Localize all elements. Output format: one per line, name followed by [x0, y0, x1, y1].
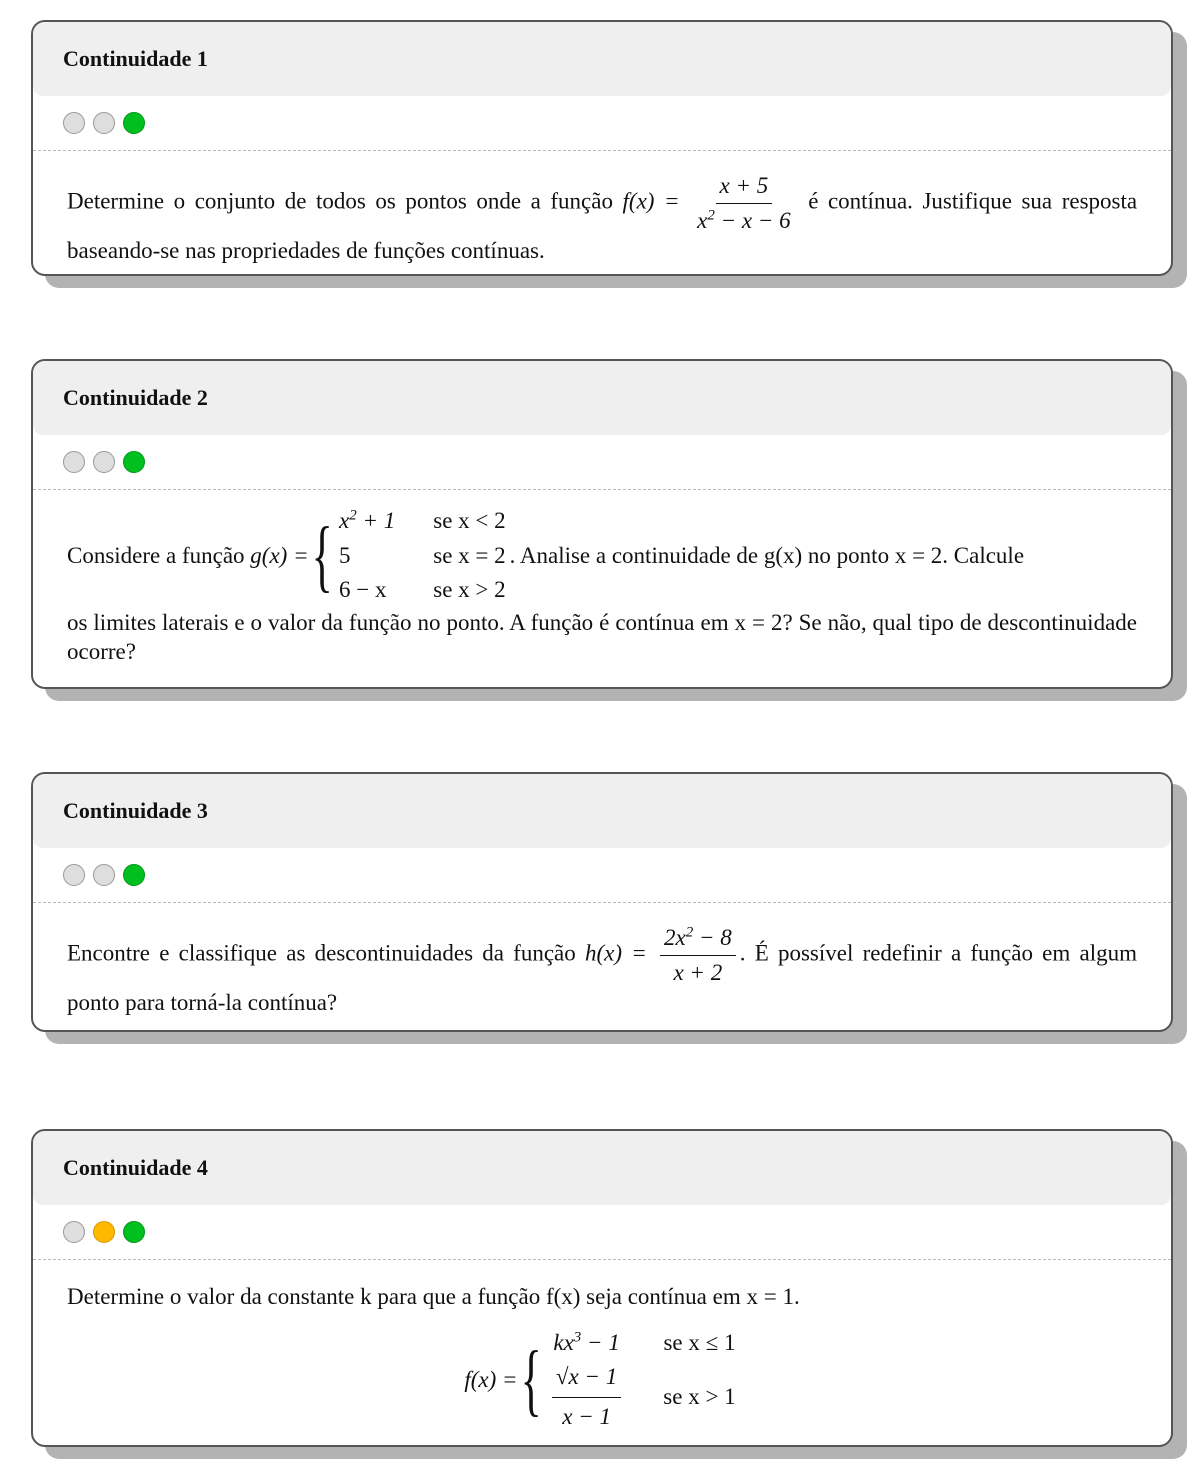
card-header — [33, 774, 1171, 848]
statement-text: os limites laterais e o valor da função no ponto. A função é contínua em x = 2? Se não, qual tipo de descontinuidade ocorre? — [67, 609, 1137, 665]
statement-text: Considere a função — [67, 542, 245, 568]
case-row: $\frac{√x - 1}{x - 1}$ se x > 1 — [544, 1360, 740, 1434]
card-title: Continuidade 4 — [63, 1155, 208, 1180]
status-dot-green-icon — [123, 864, 145, 886]
display-equation — [67, 1326, 1137, 1435]
function-lhs: g(x) = — [250, 542, 309, 568]
statement-text: . Analise a continuidade de g(x) no ponto x = 2. Calcule — [509, 542, 1025, 568]
exercise-card-4 — [31, 1129, 1173, 1447]
difficulty-indicator — [33, 96, 1171, 151]
status-dot-gray-icon — [93, 112, 115, 134]
status-dot-gray-icon — [63, 451, 85, 473]
card-title: Continuidade 1 — [63, 46, 208, 71]
fraction-numerator: x + 5 — [716, 171, 773, 204]
card-header — [33, 361, 1171, 435]
fraction-denominator: x − 1 — [562, 1403, 611, 1429]
case-row: 6 − x se x > 2 — [339, 577, 506, 602]
statement-text: Encontre e classifique as descontinuidades da função — [67, 940, 576, 966]
difficulty-indicator — [33, 435, 1171, 490]
status-dot-gray-icon — [63, 864, 85, 886]
left-brace: { — [311, 511, 333, 600]
statement-text: Determine o conjunto de todos os pontos onde a função — [67, 188, 613, 214]
status-dot-gray-icon — [93, 451, 115, 473]
fraction-denominator: x + 2 — [673, 959, 723, 985]
fraction-numerator: $2x^2 - 8$ — [660, 923, 736, 956]
fraction — [660, 923, 736, 988]
statement-text: é contínua. Justifique sua resposta baseando-se nas propriedades de funções contínuas. — [67, 188, 1138, 263]
case-row: $x^2 + 1$ se x < 2 — [339, 507, 506, 533]
statement-text: Determine o valor da constante k para que a função f(x) seja contínua em x = 1. — [67, 1284, 800, 1309]
status-dot-gray-icon — [63, 112, 85, 134]
exercise-statement — [33, 903, 1171, 1034]
card-header — [33, 22, 1171, 96]
statement-text: . É possível redefinir a função em algum ponto para torná-la contínua? — [67, 940, 1137, 1015]
case-row: 5 se x = 2 — [339, 542, 506, 568]
exercise-card-1 — [31, 20, 1173, 276]
piecewise-cases — [544, 1326, 740, 1435]
exercise-card-3 — [31, 772, 1173, 1032]
fraction-denominator: $x^2 - x - 6$ — [697, 207, 791, 233]
status-dot-green-icon — [123, 1221, 145, 1243]
exercise-statement — [33, 490, 1171, 683]
card-header — [33, 1131, 1171, 1205]
fraction-numerator: √x − 1 — [552, 1360, 621, 1398]
difficulty-indicator — [33, 1205, 1171, 1260]
fraction — [693, 171, 794, 236]
status-dot-green-icon — [123, 112, 145, 134]
left-brace: { — [520, 1336, 542, 1425]
function-lhs: h(x) = — [584, 940, 647, 966]
status-dot-green-icon — [123, 451, 145, 473]
status-dot-orange-icon — [93, 1221, 115, 1243]
case-row: $kx^3 - 1$ se x ≤ 1 — [553, 1329, 736, 1355]
difficulty-indicator — [33, 848, 1171, 903]
card-title: Continuidade 2 — [63, 385, 208, 410]
card-title: Continuidade 3 — [63, 798, 208, 823]
status-dot-gray-icon — [93, 864, 115, 886]
function-lhs: f(x) = — [622, 188, 680, 214]
fraction — [552, 1360, 621, 1434]
status-dot-gray-icon — [63, 1221, 85, 1243]
exercise-statement — [33, 1260, 1171, 1450]
piecewise-cases — [335, 504, 510, 608]
function-lhs: f(x) = — [464, 1367, 518, 1393]
exercise-card-2 — [31, 359, 1173, 689]
exercise-statement — [33, 151, 1171, 282]
